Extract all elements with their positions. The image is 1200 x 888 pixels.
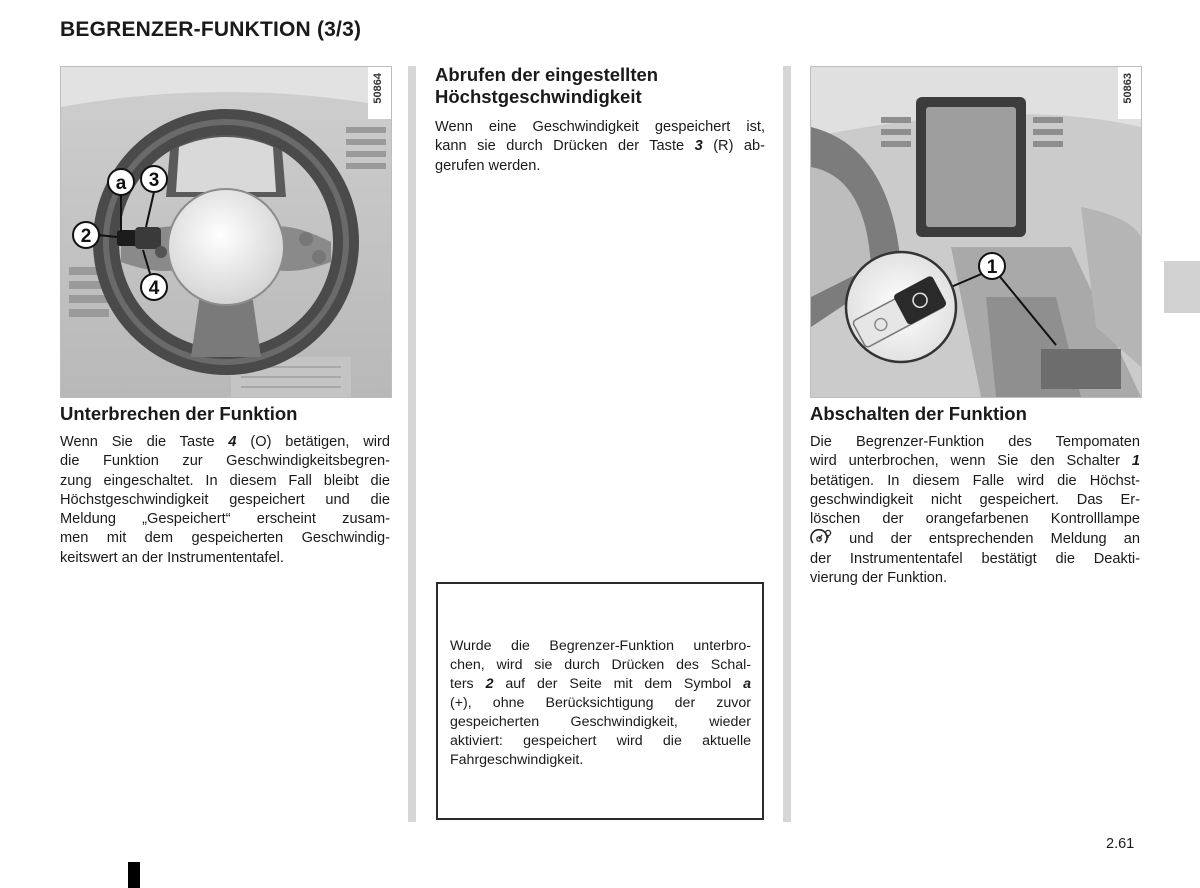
text-line (450, 656, 751, 675)
text-segment: und der entsprechenden Meldung an (832, 531, 1140, 548)
text-segment: (R) ab- (702, 138, 765, 155)
column-divider-left (408, 66, 416, 822)
column-divider-right (783, 66, 791, 822)
text-line (450, 713, 751, 732)
speed-limiter-warning-icon (810, 529, 832, 547)
figure-code: 50863 (1122, 73, 1134, 104)
text-segment: keitswert an der Instrumententafel. (60, 549, 284, 566)
reference-mark: 1 (1131, 453, 1140, 470)
text-segment: Fahrgeschwindigkeit. (450, 752, 584, 768)
text-line (450, 637, 751, 656)
text-segment: geschwindigkeit nicht gespeichert. Das Er- (810, 491, 1140, 508)
text-line (435, 118, 765, 137)
text-line (450, 751, 751, 770)
text-line (435, 137, 765, 156)
section-heading-recall-line1: Abrufen der eingestellten (435, 64, 659, 85)
text-segment: men mit dem gespeicherten Geschwindig- (60, 530, 390, 547)
text-segment: chen, wird sie durch Drücken des Schal- (450, 657, 751, 673)
text-segment: betätigen. In diesem Falle wird die Höchst- (810, 472, 1140, 489)
figure-code: 50864 (372, 73, 384, 104)
text-line (810, 452, 1140, 471)
text-line (810, 510, 1140, 529)
steering-wheel-figure (60, 66, 392, 398)
deactivate-paragraph (810, 433, 1140, 588)
text-line (810, 550, 1140, 569)
section-heading-deactivate: Abschalten der Funktion (810, 403, 1027, 424)
text-segment: Meldung „Gespeichert“ erscheint zusam- (60, 511, 390, 528)
text-segment: gespeicherten Geschwindigkeit, wieder (450, 714, 751, 730)
text-segment: Wenn eine Geschwindigkeit gespeichert ist, (435, 119, 765, 135)
text-segment: (+), ohne Berücksichtigung der zuvor (450, 695, 751, 711)
text-line (60, 549, 390, 568)
section-heading-recall (435, 64, 765, 108)
text-segment: löschen der orangefarbenen Kontrolllampe (810, 511, 1140, 528)
text-segment: zung eingeschaltet. In diesem Fall bleibt die (60, 472, 390, 489)
callout-2-label: 2 (80, 226, 92, 247)
text-line (60, 510, 390, 529)
text-segment: Wenn Sie die Taste (60, 434, 229, 450)
callout-3-label: 3 (148, 170, 160, 191)
text-line (450, 694, 751, 713)
reference-mark: 2 (485, 676, 494, 692)
center-console-icon (811, 67, 1141, 397)
reference-mark: a (743, 676, 752, 692)
text-line (60, 529, 390, 548)
text-line (810, 472, 1140, 491)
text-segment: ters (450, 676, 486, 692)
reference-mark: 4 (228, 434, 237, 450)
text-line (810, 529, 1140, 549)
page-number: 2.61 (1106, 836, 1135, 852)
callout-4-label: 4 (148, 278, 160, 299)
interrupt-paragraph (60, 433, 390, 568)
text-segment: Die Begrenzer-Funktion des Tempomaten (810, 434, 1140, 450)
text-line (60, 472, 390, 491)
text-segment: Wurde die Begrenzer-Funktion unterbro- (450, 638, 751, 654)
print-corner-mark (128, 862, 140, 888)
text-segment: die Funktion zur Geschwindigkeitsbegren- (60, 453, 390, 470)
text-segment: vierung der Funktion. (810, 570, 948, 587)
text-line (810, 491, 1140, 510)
text-segment: (O) betätigen, wird (236, 434, 390, 450)
reference-mark: 3 (694, 138, 703, 155)
text-line (450, 732, 751, 751)
section-heading-interrupt: Unterbrechen der Funktion (60, 403, 298, 424)
text-segment: wird unterbrochen, wenn Sie den Schalter (810, 453, 1132, 470)
recall-paragraph (435, 118, 765, 176)
text-line (810, 569, 1140, 588)
page-title: BEGRENZER-FUNKTION (3/3) (60, 18, 362, 41)
callout-a-label: a (115, 173, 127, 194)
note-paragraph (450, 637, 751, 770)
text-segment: der Instrumententafel bestätigt die Deakti- (810, 550, 1140, 567)
text-line (60, 452, 390, 471)
text-line (60, 433, 390, 452)
text-segment: aktiviert: gespeichert wird die aktuelle (450, 733, 751, 749)
text-segment: auf der Seite mit dem Symbol (493, 676, 744, 692)
text-line (435, 157, 765, 176)
section-heading-recall-line2: Höchstgeschwindigkeit (435, 86, 642, 107)
text-line (450, 675, 751, 694)
chapter-tab-marker (1164, 261, 1200, 313)
text-segment: kann sie durch Drücken der Taste (435, 138, 695, 155)
text-line (60, 491, 390, 510)
center-console-figure (810, 66, 1142, 398)
text-line (810, 433, 1140, 452)
callout-1-label: 1 (986, 257, 998, 278)
text-segment: gerufen werden. (435, 157, 541, 174)
steering-wheel-icon (61, 67, 391, 397)
text-segment: Höchstgeschwindigkeit gespeichert und die (60, 491, 390, 508)
